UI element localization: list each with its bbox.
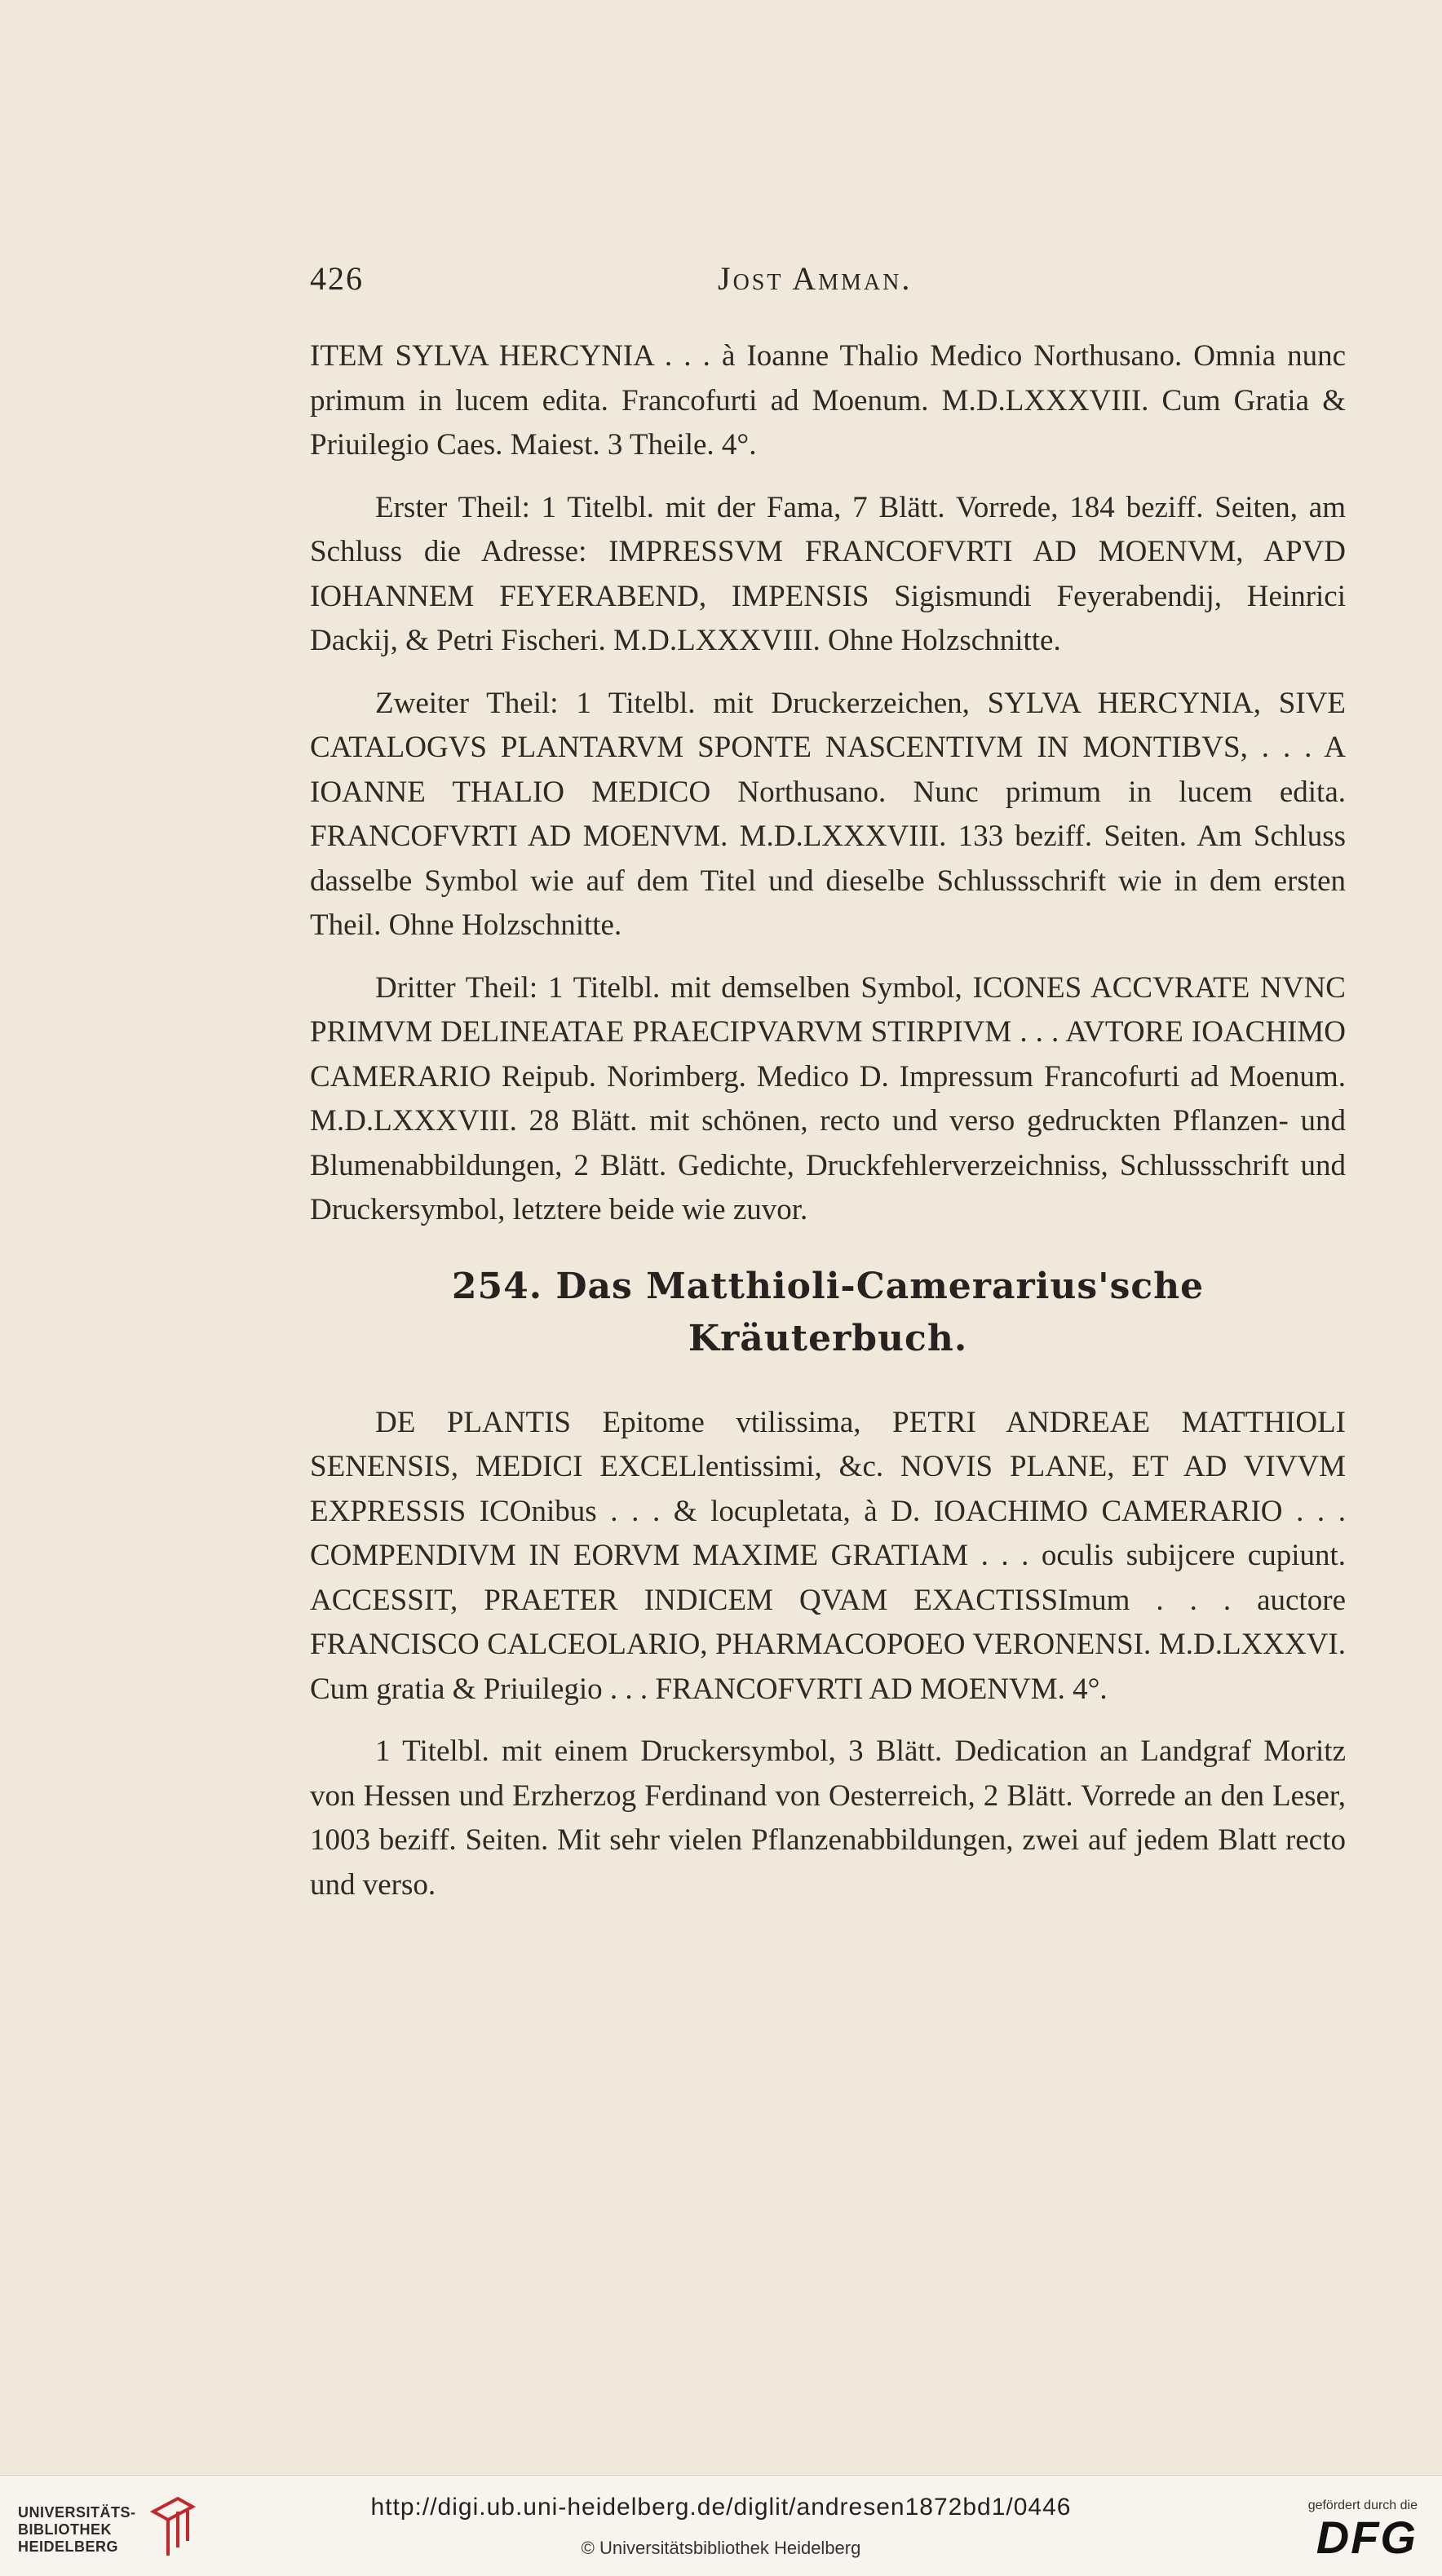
paragraph-erster-theil: Erster Theil: 1 Titelbl. mit der Fama, 7 Blätt. Vorrede, 184 beziff. Seiten, am Schluss die Adresse: IMPRESSVM FRANCOFVRTI AD MOENVM, APVD IOHANNEM FEYERABEND, IMPENSIS Sigismundi Feyerabendij, Heinrici Dackij, & Petri Fischeri. M.D.LXXXVIII. Ohne Holzschnitte. [310, 490, 1346, 657]
library-line-3: HEIDELBERG [18, 2538, 119, 2555]
dfg-logo [1271, 2499, 1418, 2561]
running-head [310, 259, 1346, 308]
source-url-link[interactable]: http://digi.ub.uni-heidelberg.de/diglit/andresen1872bd1/0446 [370, 2494, 1072, 2521]
paragraph-zweiter-theil: Zweiter Theil: 1 Titelbl. mit Druckerzeichen, SYLVA HERCYNIA, SIVE CATALOGVS PLANTARVM SPONTE NASCENTIVM IN MONTIBVS, . . . A IOANNE THALIO MEDICO Northusano. Nunc primum in lucem edita. FRANCOFVRTI AD MOENVM. M.D.LXXXVIII. 133 beziff. Seiten. Am Schluss dasselbe Symbol wie auf dem Titel und dieselbe Schlussschrift wie in dem ersten Theil. Ohne Holzschnitte. [310, 686, 1346, 942]
library-line-1: UNIVERSITÄTS- [18, 2504, 136, 2521]
dfg-logo-text: DFG [1316, 2512, 1418, 2563]
section-heading: 254. Das Matthioli-Camerarius'sche Kräuterbuch. [451, 1265, 1205, 1359]
funded-by-text: gefördert durch die [1307, 2499, 1418, 2512]
paragraph-dritter-theil: Dritter Theil: 1 Titelbl. mit demselben Symbol, ICONES ACCVRATE NVNC PRIMVM DELINEATAE PRAECIPVARVM STIRPIVM . . . AVTORE IOACHIMO CAMERARIO Reipub. Norimberg. Medico D. Impressum Francofurti ad Moenum. M.D.LXXXVIII. 28 Blätt. mit schönen, recto und verso gedruckten Pflanzen- und Blumenabbildungen, 2 Blätt. Gedichte, Druckfehlerverzeichniss, Schlussschrift und Druckersymbol, letztere beide wie zuvor. [310, 970, 1346, 1226]
library-line-2: BIBLIOTHEK [18, 2521, 112, 2538]
main-text [310, 334, 1346, 1907]
footer-bar [0, 2475, 1442, 2576]
running-title: Jost Amman. [718, 260, 913, 297]
paragraph-de-plantis: DE PLANTIS Epitome vtilissima, PETRI ANDREAE MATTHIOLI SENENSIS, MEDICI EXCELlentissimi, &c. NOVIS PLANE, ET AD VIVVM EXPRESSIS ICOnibus . . . & locupletata, à D. IOACHIMO CAMERARIO . . . COMPENDIVM IN EORVM MAXIME GRATIAM . . . oculis subijcere cupiunt. ACCESSIT, PRAETER INDICEM QVAM EXACTISSImum . . . auctore FRANCISCO CALCEOLARIO, PHARMACOPOEO VERONENSI. M.D.LXXXVI. Cum gratia & Priuilegio . . . FRANCOFVRTI AD MOENVM. 4°. [310, 1405, 1346, 1706]
page-number: 426 [310, 260, 364, 297]
copyright-notice: © Universitätsbibliothek Heidelberg [581, 2538, 861, 2558]
paragraph-titelbl: 1 Titelbl. mit einem Druckersymbol, 3 Blätt. Dedication an Landgraf Moritz von Hessen und Erzherzog Ferdinand von Oesterreich, 2 Blätt. Vorrede an den Leser, 1003 beziff. Seiten. Mit sehr vielen Pflanzenabbildungen, zwei auf jedem Blatt recto und verso. [310, 1734, 1346, 1902]
paragraph-item-sylva: ITEM SYLVA HERCYNIA . . . à Ioanne Thalio Medico Northusano. Omnia nunc primum in lucem edita. Francofurti ad Moenum. M.D.LXXXVIII. Cum Gratia & Priuilegio Caes. Maiest. 3 Theile. 4°. [310, 339, 1346, 462]
